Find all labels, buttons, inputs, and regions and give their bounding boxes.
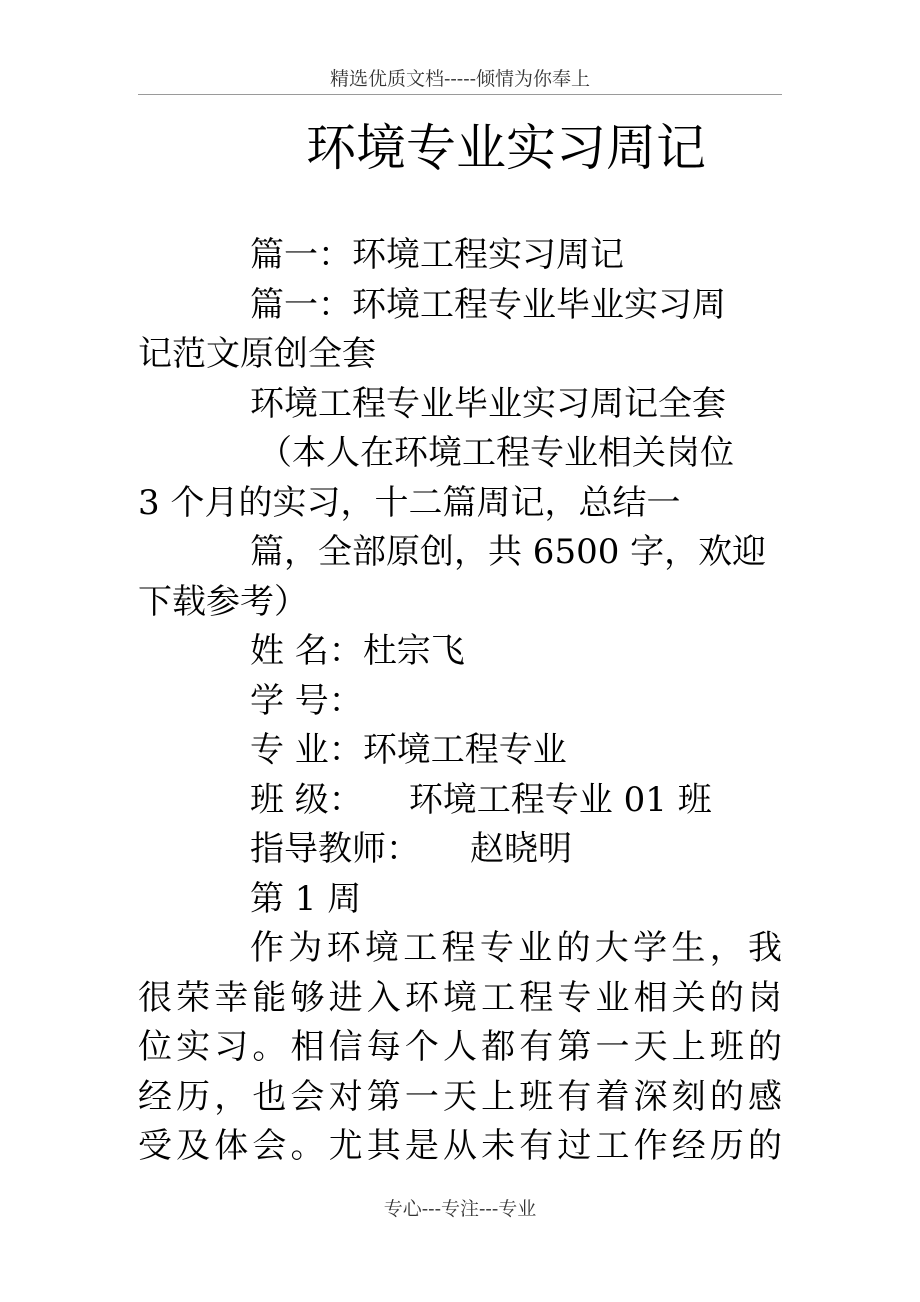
class-label: 班 级： xyxy=(250,779,363,820)
class-value: 环境工程专业 01 班 xyxy=(408,779,712,820)
header-divider xyxy=(138,94,782,95)
text-line: 3 个月的实习，十二篇周记，总结一 xyxy=(138,482,681,523)
class-field xyxy=(138,776,782,826)
major-label: 专 业： xyxy=(250,730,363,770)
document-title: 环境专业实习周记 xyxy=(306,119,706,177)
advisor-value: 赵晓明 xyxy=(470,829,572,869)
paragraph-line: 受及体会。尤其是从未有过工作经历的 xyxy=(138,1126,782,1166)
paragraph-line: 位实习。相信每个人都有第一天上班的 xyxy=(138,1027,782,1067)
advisor-field xyxy=(138,825,782,875)
text-line: 环境工程专业毕业实习周记全套 xyxy=(250,383,726,424)
name-field xyxy=(138,627,782,677)
text-line: 篇一：环境工程实习周记 xyxy=(250,235,624,275)
page-footer: 专心---专注---专业 xyxy=(383,1198,537,1220)
paragraph-line: 作为环境工程专业的大学生，我 xyxy=(250,928,782,968)
text-line: （本人在环境工程专业相关岗位 xyxy=(258,433,734,473)
text-line: 篇一：环境工程专业毕业实习周 xyxy=(250,284,726,325)
student-id-field xyxy=(138,677,782,727)
document-body xyxy=(138,231,782,1172)
text-line: 篇，全部原创，共 6500 字，欢迎 xyxy=(250,532,767,572)
major-value: 环境工程专业 xyxy=(362,730,567,770)
advisor-label: 指导教师： xyxy=(250,829,420,869)
major-field xyxy=(138,726,782,776)
student-id-label: 学 号： xyxy=(250,680,363,721)
week-heading: 第 1 周 xyxy=(250,878,362,919)
text-line: 下载参考） xyxy=(138,581,308,622)
paragraph-line: 很荣幸能够进入环境工程专业相关的岗 xyxy=(138,977,782,1018)
name-label: 姓 名： xyxy=(250,631,363,671)
page-header: 精选优质文档-----倾情为你奉上 xyxy=(329,68,591,90)
name-value: 杜宗飞 xyxy=(362,631,465,671)
text-line: 记范文原创全套 xyxy=(138,334,376,374)
paragraph-line: 经历，也会对第一天上班有着深刻的感 xyxy=(138,1076,782,1117)
